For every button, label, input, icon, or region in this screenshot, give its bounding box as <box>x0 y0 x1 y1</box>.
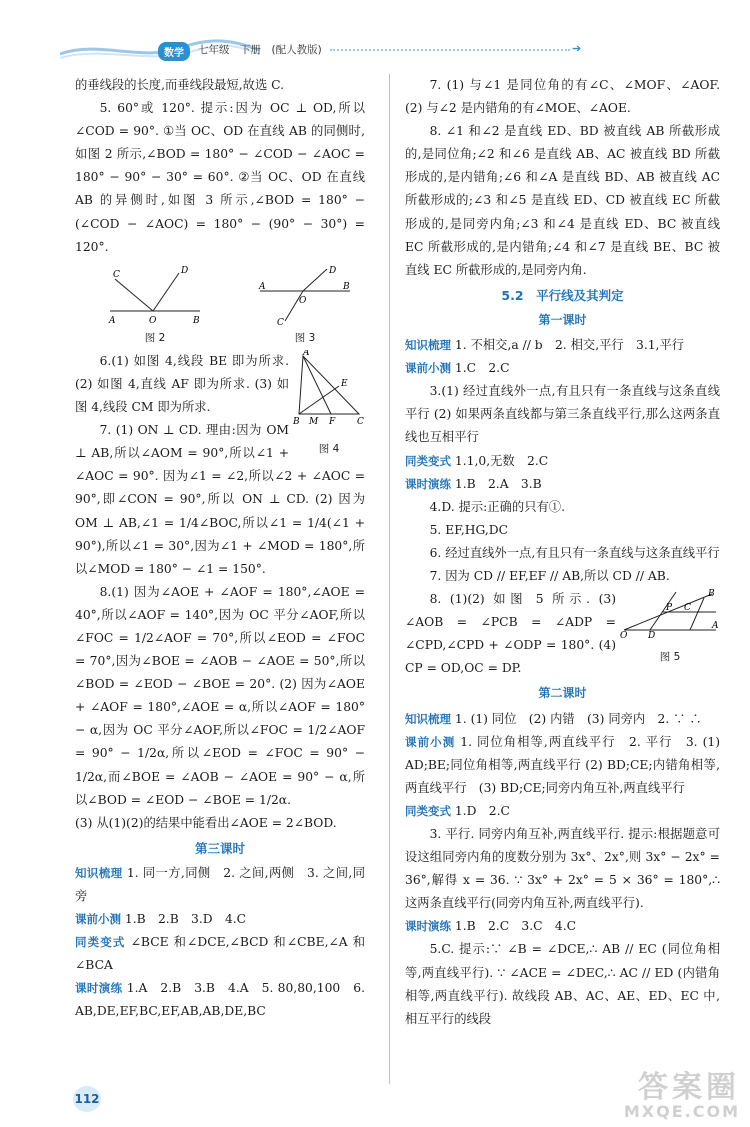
tag-content: 1.1,0,无数 2.C <box>454 453 549 468</box>
tag-label: 课时演练 <box>75 981 123 996</box>
answer-7: 7. (1) ON ⊥ CD. 理由:因为 OM ⊥ AB,所以∠AOM = 90°,所以∠1 + ∠AOC = 90°. 因为∠1 = ∠2,所以∠2 + ∠AOC = 90°,即∠CON = 90°,所以 ON ⊥ CD. (2) 因为 OM ⊥ AB,∠1 = 1/4∠BOC,所以∠1 = 1/4(∠1 + 90°),所以∠1 = 30°,因为∠1 + ∠MOD = 180°,所以∠MOD = 180° − ∠1 = 150°. <box>75 423 365 576</box>
fig5-label-c: C <box>684 603 691 614</box>
fig2-label-d: D <box>181 265 189 276</box>
tag-content: 1. (1) 同位 (2) 内错 (3) 同旁内 2. ∵ ∴ <box>454 711 702 726</box>
tag-content: 1. 同一方,同侧 2. 之间,两侧 3. 之间,同旁 <box>75 865 365 903</box>
answer-8-3: (3) 从(1)(2)的结果中能看出∠AOE = 2∠BOD. <box>75 815 337 830</box>
fig3-label-a: A <box>259 281 266 292</box>
tag-content: 1.D 2.C <box>454 803 510 818</box>
right-column <box>405 74 720 1031</box>
section-title-5-2: 5.2 平行线及其判定 <box>501 287 624 303</box>
subject-badge: 数学 <box>158 42 190 61</box>
figure-4-diagram <box>293 350 365 430</box>
ray-od <box>153 273 179 311</box>
tag-content: 1.B 2.B 3.D 4.C <box>124 912 247 927</box>
section-title-lesson-2: 第二课时 <box>538 686 587 701</box>
lesson-3-pretest <box>75 908 365 931</box>
variant-3: 3. 平行. 同旁内角互补,两直线平行. 提示:根据题意可设这组同旁内角的度数分别为 3x°、2x°,则 3x° − 2x° = 36°,解得 x = 36. ∵ 3x° + 2x° = 5 × 36° = 180°,∴ 这两条直线平行(同旁内角互补,两直线平行). <box>405 827 720 911</box>
tag-label: 同类变式 <box>405 803 451 818</box>
figure-2-caption: 图 2 <box>144 331 166 344</box>
lesson-2-pretest <box>405 731 720 800</box>
practice-5: 5.C. 提示:∵ ∠B = ∠DCE,∴ AB // EC (同位角相等,两直线平行). ∵ ∠ACE = ∠DEC,∴ AC // ED (内错角相等,两直线平行). 故线段 AB、AC、AE、ED、EC 中,相互平行的线段 <box>405 942 720 1026</box>
line-c <box>690 598 704 630</box>
tag-content: 1.B 2.A 3.B <box>454 476 542 491</box>
fig4-label-a: A <box>303 349 310 358</box>
tag-content: 1. 同位角相等,两直线平行 2. 平行 3. (1) AD;BE;同位角相等,两直线平行 (2) BD;CE;内错角相等,两直线平行 (3) BD;CE;同旁内角互补,两直线平行 <box>405 734 720 795</box>
line-af <box>303 356 331 414</box>
triangle-abc <box>299 356 359 414</box>
tag-label: 知识梳理 <box>405 711 451 726</box>
practice-8: 8. (1)(2) 如图 5 所示. (3) ∠AOB = ∠PCB = ∠ADP = ∠CPD,∠CPD + ∠ODP = 180°. (4) CP = OD,OC = DP. <box>405 592 616 676</box>
lesson-2-practice <box>405 915 720 938</box>
watermark <box>624 1062 740 1121</box>
tag-label: 同类变式 <box>75 935 126 950</box>
tag-content: 1.A 2.B 3.B 4.A 5. 80,80,100 6. AB,DE,EF,BC,EF,AB,AB,DE,BC <box>75 981 365 1019</box>
lesson-3-variant <box>75 931 365 977</box>
tag-content: 1.C 2.C <box>454 361 510 376</box>
lesson-1-variant <box>405 450 720 473</box>
lesson-1-practice <box>405 473 720 496</box>
fig5-label-d: D <box>648 631 656 639</box>
figure-5-diagram <box>620 588 720 638</box>
fig5-label-a: A <box>712 621 719 632</box>
tag-label: 课前小测 <box>405 361 451 376</box>
figure-row-2-3 <box>75 259 365 350</box>
figure-2-diagram <box>105 265 205 327</box>
figure-4 <box>293 350 365 461</box>
fig3-label-c: C <box>277 317 284 327</box>
practice-7: 7. 因为 CD // EF,EF // AB,所以 CD // AB. <box>429 568 670 583</box>
fig3-label-o: O <box>299 295 307 306</box>
figure-3-diagram <box>255 265 355 327</box>
lesson-1-knowledge <box>405 334 720 357</box>
fig5-label-b: B <box>708 589 715 600</box>
answer-6: 6.(1) 如图 4,线段 BE 即为所求. (2) 如图 4,直线 AF 即为所求. (3) 如图 4,线段 CM 即为所求. <box>75 353 289 415</box>
fig3-label-d: D <box>329 265 337 276</box>
fig4-label-e: E <box>341 378 348 389</box>
fig5-label-o: O <box>620 631 628 639</box>
column-divider <box>389 74 390 1084</box>
tag-label: 课前小测 <box>75 912 121 927</box>
page-header <box>60 30 700 64</box>
section-title-lesson-1: 第一课时 <box>538 312 587 327</box>
header-dotted-line <box>330 49 570 51</box>
left-column <box>75 74 365 1024</box>
tag-label: 课时演练 <box>405 919 451 934</box>
figure-3-caption: 图 3 <box>294 331 316 344</box>
figure-3 <box>255 265 355 350</box>
lesson-3-knowledge <box>75 862 365 908</box>
tag-content: 1. 不相交,a // b 2. 相交,平行 3.1,平行 <box>454 338 685 353</box>
answer-line: 的垂线段的长度,而垂线段最短,故选 C. <box>75 78 285 92</box>
answer-5: 5. 60°或 120°. 提示:因为 OC ⊥ OD,所以∠COD = 90°. ①当 OC、OD 在直线 AB 的同侧时,如图 2 所示,∠BOD = 180° − ∠COD − ∠AOC = 180° − 90° − 30° = 60°. ②当 OC、OD 在直线 AB 的异侧时,如图 3 所示,∠BOD = 180° − (∠COD − ∠AOC) = 180° − (90° − 30°) = 120°. <box>75 101 365 254</box>
fig2-label-b: B <box>193 315 200 326</box>
line-dp <box>650 592 676 630</box>
figure-4-caption: 图 4 <box>318 442 340 455</box>
figure-2 <box>105 265 205 350</box>
practice-4: 4.D. 提示:正确的只有①. <box>429 499 565 514</box>
practice-5: 5. EF,HG,DC <box>429 522 509 537</box>
tag-content: ∠BCE 和∠DCE,∠BCD 和∠CBE,∠A 和∠BCA <box>75 935 366 973</box>
section-title-lesson-3: 第三课时 <box>194 840 245 856</box>
tag-label: 知识梳理 <box>75 865 123 880</box>
tag-label: 同类变式 <box>405 453 451 468</box>
lesson-2-knowledge <box>405 708 720 731</box>
answer-7: 7. (1) 与∠1 是同位角的有∠C、∠MOF、∠AOF. (2) 与∠2 是内错角的有∠MOE、∠AOE. <box>405 78 720 116</box>
fig4-label-m: M <box>309 416 319 427</box>
answer-8: 8. ∠1 和∠2 是直线 ED、BD 被直线 AB 所截形成的,是同位角;∠2 和∠6 是直线 AB、AC 被直线 BD 所截形成的,是内错角;∠6 和∠A 是直线 BD、AB 被直线 AC 所截形成的;∠3 和∠5 是直线 ED、CD 被直线 EC 所截形成的,是同旁内角;∠3 和∠4 是直线 ED、BC 被直线 EC 所截形成的,是内错角;∠4 和∠7 是直线 BE、BC 被直线 EC 所截形成的,是同旁内角. <box>405 124 720 277</box>
ray-oc <box>115 279 153 311</box>
watermark-url: MXQE.COM <box>623 1102 740 1121</box>
figure-5-caption: 图 5 <box>659 651 681 664</box>
practice-6: 6. 经过直线外一点,有且只有一条直线与这条直线平行 <box>429 545 720 560</box>
lesson-1-pretest <box>405 357 720 380</box>
arrow-right-icon: ➔ <box>572 42 582 55</box>
ray-od <box>303 269 327 291</box>
fig4-label-c: C <box>357 416 364 427</box>
fig2-label-a: A <box>109 315 116 326</box>
page-number: 112 <box>73 1086 101 1112</box>
fig5-label-p: P <box>666 603 673 614</box>
lesson-1-pretest-3: 3.(1) 经过直线外一点,有且只有一条直线与这条直线平行 (2) 如果两条直线都与第三条直线平行,那么这两条直线也互相平行 <box>405 384 720 445</box>
book-subtitle: 七年级 下册 (配人教版) <box>198 44 322 56</box>
tag-content: 1.B 2.C 3.C 4.C <box>454 919 577 934</box>
fig4-label-f: F <box>329 416 336 427</box>
tag-label: 知识梳理 <box>405 338 451 353</box>
figure-5 <box>620 588 720 669</box>
fig2-label-c: C <box>113 269 120 280</box>
answer-8: 8.(1) 因为∠AOE + ∠AOF = 180°,∠AOE = 40°,所以∠AOF = 140°,因为 OC 平分∠AOF,所以∠FOC = 1/2∠AOF = 70°,所以∠EOD = ∠FOC = 70°,因为∠BOE = ∠AOB − ∠AOE = 50°,所以∠BOD = ∠EOD − ∠BOE = 20°. (2) 因为∠AOE + ∠AOF = 180°,∠AOE = α,所以∠AOF = 180° − α,因为 OC 平分∠AOF,所以∠FOC = 1/2∠AOF = 90° − 1/2α,所以∠EOD = ∠FOC = 90° − 1/2α,而∠BOE = ∠AOB − ∠AOE = 90° − α,所以∠BOD = ∠EOD − ∠BOE = 1/2α. <box>75 584 365 807</box>
lesson-2-variant <box>405 800 720 823</box>
lesson-3-practice <box>75 977 365 1023</box>
tag-label: 课时演练 <box>405 476 451 491</box>
fig4-label-b: B <box>293 416 300 427</box>
tag-label: 课前小测 <box>405 734 456 749</box>
fig2-label-o: O <box>149 315 157 326</box>
watermark-title: 答案圈 <box>638 1070 740 1105</box>
fig3-label-b: B <box>343 281 350 292</box>
